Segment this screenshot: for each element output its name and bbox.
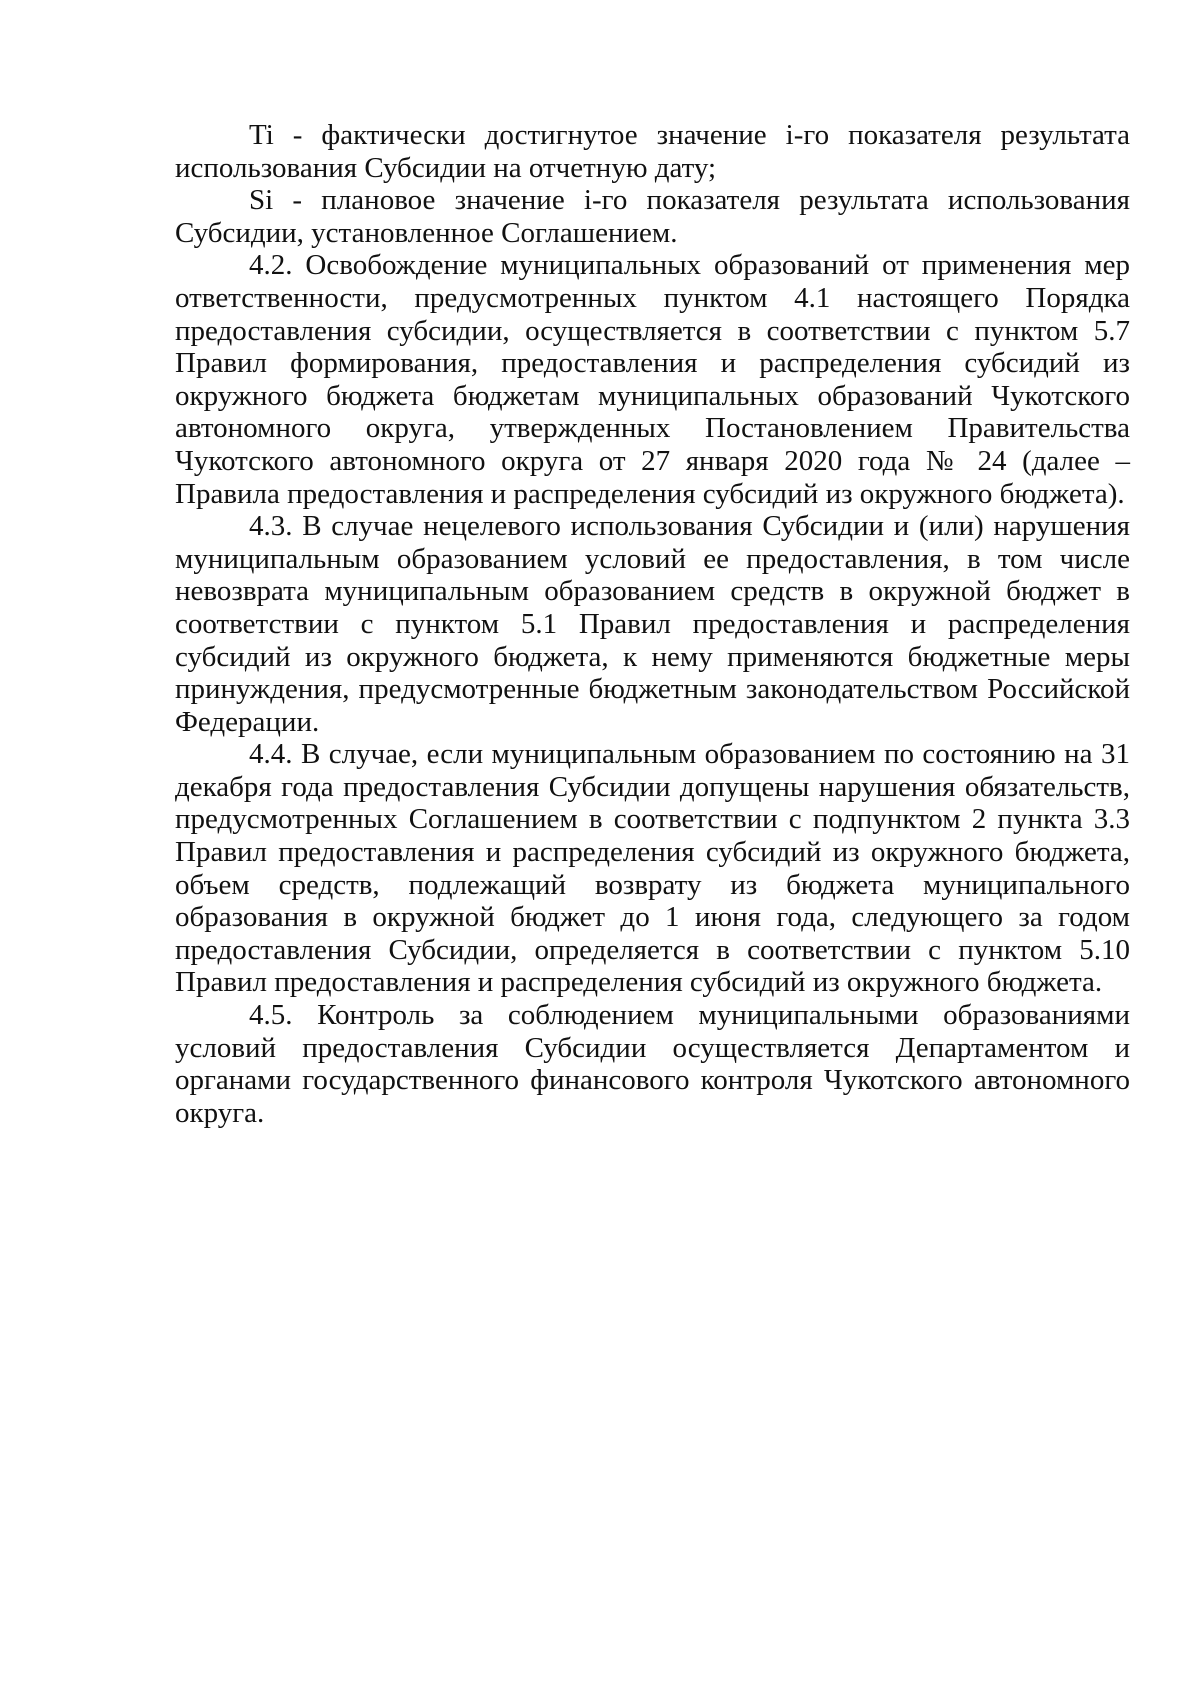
paragraph-4-3: 4.3. В случае нецелевого использования Субсидии и (или) нарушения муниципальным образованием условий ее предоставления, в том числе невозврата муниципальным образованием средств в окружной бюджет в соответствии с пунктом 5.1 Правил предоставления и распределения субсидий из окружного бюджета, к нему применяются бюджетные меры принуждения, предусмотренные бюджетным законодательством Российской Федерации. [175,510,1130,738]
document-body [175,119,1130,1129]
paragraph-4-4: 4.4. В случае, если муниципальным образованием по состоянию на 31 декабря года предоставления Субсидии допущены нарушения обязательств, предусмотренных Соглашением в соответствии с подпунктом 2 пункта 3.3 Правил предоставления и распределения субсидий из окружного бюджета, объем средств, подлежащий возврату из бюджета муниципального образования в окружной бюджет до 1 июня года, следующего за годом предоставления Субсидии, определяется в соответствии с пунктом 5.10 Правил предоставления и распределения субсидий из окружного бюджета. [175,738,1130,999]
paragraph-4-2: 4.2. Освобождение муниципальных образований от применения мер ответственности, предусмотренных пунктом 4.1 настоящего Порядка предоставления субсидии, осуществляется в соответствии с пунктом 5.7 Правил формирования, предоставления и распределения субсидий из окружного бюджета бюджетам муниципальных образований Чукотского автономного округа, утвержденных Постановлением Правительства Чукотского автономного округа от 27 января 2020 года № 24 (далее – Правила предоставления и распределения субсидий из окружного бюджета). [175,249,1130,510]
paragraph-4-5: 4.5. Контроль за соблюдением муниципальными образованиями условий предоставления Субсидии осуществляется Департаментом и органами государственного финансового контроля Чукотского автономного округа. [175,999,1130,1129]
paragraph-si-definition: Si - плановое значение i-го показателя результата использования Субсидии, установленное Соглашением. [175,184,1130,249]
paragraph-ti-definition: Ti - фактически достигнутое значение i-го показателя результата использования Субсидии на отчетную дату; [175,119,1130,184]
